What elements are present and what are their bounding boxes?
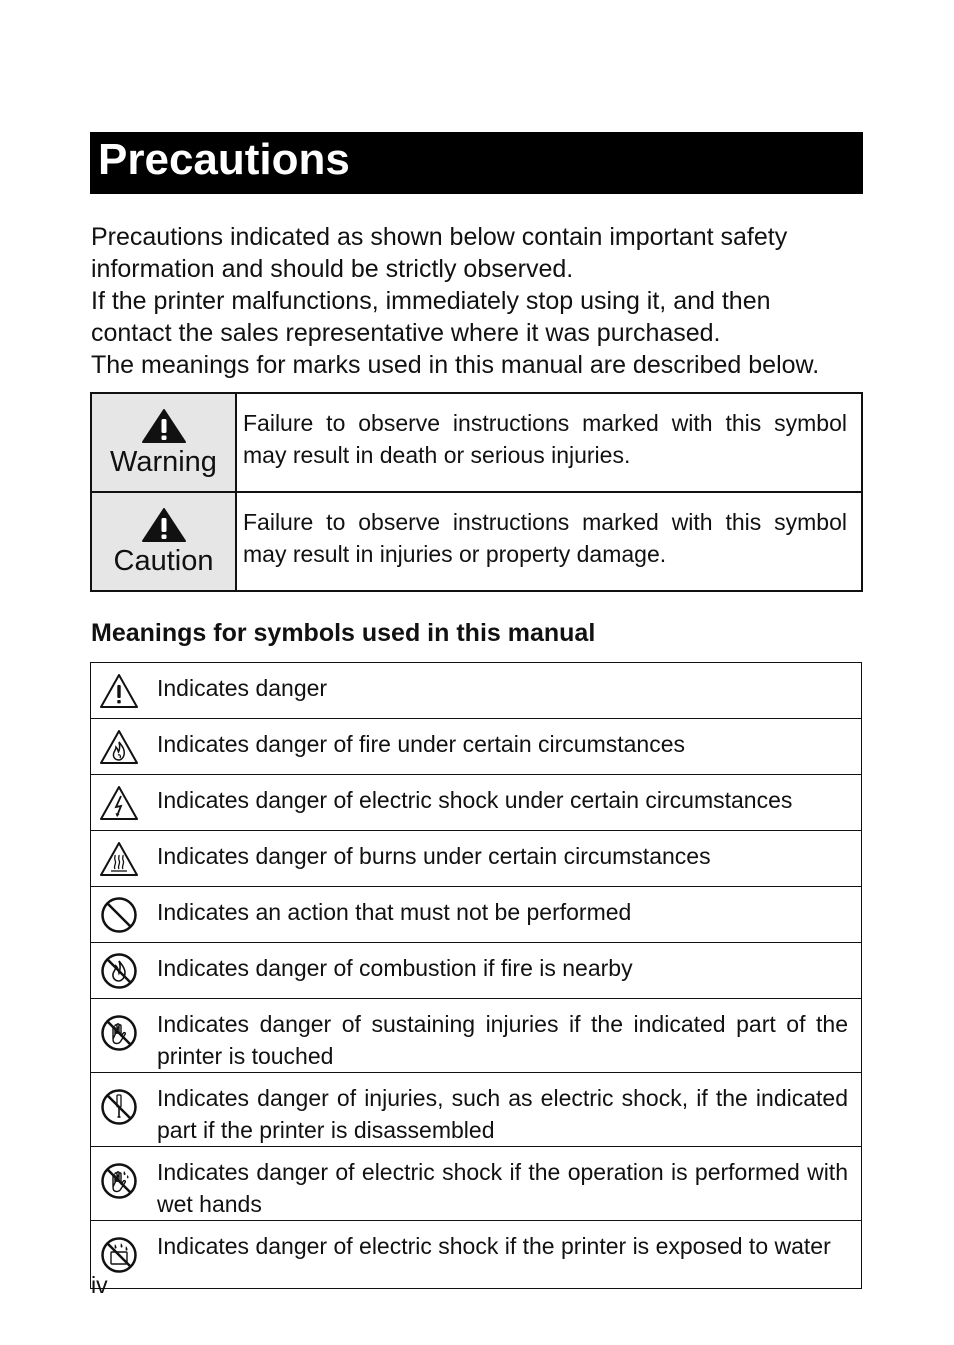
- do-not-disassemble-icon: [99, 1087, 139, 1127]
- warning-label: Warning: [110, 445, 217, 478]
- symbol-description: Indicates danger of electric shock under certain circumstances: [147, 775, 862, 831]
- symbols-heading: Meanings for symbols used in this manual: [91, 619, 596, 647]
- symbol-description: Indicates danger of fire under certain circumstances: [147, 719, 862, 775]
- warning-label-cell: [91, 393, 236, 492]
- table-row: [91, 831, 862, 887]
- table-row: [91, 719, 862, 775]
- caution-label: Caution: [113, 544, 214, 577]
- symbol-description: Indicates danger of electric shock if the printer is exposed to water: [147, 1221, 862, 1289]
- table-row: [91, 887, 862, 943]
- page-title: Precautions: [98, 135, 350, 184]
- symbol-description: Indicates danger of injuries, such as electric shock, if the indicated part if the printer is disassembled: [147, 1073, 862, 1147]
- warning-triangle-icon: [141, 408, 187, 444]
- warning-row: [91, 393, 862, 492]
- symbol-description: Indicates danger of combustion if fire is nearby: [147, 943, 862, 999]
- no-fire-icon: [99, 951, 139, 991]
- intro-line: If the printer malfunctions, immediately stop using it, and then: [91, 287, 771, 315]
- page-number: iv: [91, 1272, 108, 1298]
- do-not-touch-icon: [99, 1013, 139, 1053]
- intro-line: Precautions indicated as shown below contain important safety: [91, 223, 788, 251]
- caution-label-cell: [91, 492, 236, 591]
- caution-row: [91, 492, 862, 591]
- title-bar: [90, 132, 863, 194]
- table-row: [91, 775, 862, 831]
- table-row: [91, 1221, 862, 1289]
- table-row: [91, 943, 862, 999]
- symbol-description: Indicates danger of electric shock if the operation is performed with wet hands: [147, 1147, 862, 1221]
- symbol-description: Indicates an action that must not be performed: [147, 887, 862, 943]
- symbol-description: Indicates danger of sustaining injuries if the indicated part of the printer is touched: [147, 999, 862, 1073]
- intro-line: The meanings for marks used in this manual are described below.: [91, 351, 820, 379]
- danger-triangle-icon: [98, 672, 140, 710]
- table-row: [91, 999, 862, 1073]
- electric-shock-triangle-icon: [98, 784, 140, 822]
- symbols-table: [90, 662, 862, 1289]
- warning-description: Failure to observe instructions marked with this symbol may result in death or serious injuries.: [236, 393, 862, 492]
- caution-triangle-icon: [141, 507, 187, 543]
- fire-triangle-icon: [98, 728, 140, 766]
- burn-triangle-icon: [98, 840, 140, 878]
- hazard-levels-table: [90, 392, 863, 592]
- symbol-description: Indicates danger of burns under certain circumstances: [147, 831, 862, 887]
- intro-line: contact the sales representative where it was purchased.: [91, 319, 721, 347]
- prohibited-icon: [99, 895, 139, 935]
- symbol-description: Indicates danger: [147, 663, 862, 719]
- intro-line: information and should be strictly observed.: [91, 255, 574, 283]
- table-row: [91, 1073, 862, 1147]
- no-water-icon: [99, 1235, 139, 1275]
- caution-description: Failure to observe instructions marked with this symbol may result in injuries or property damage.: [236, 492, 862, 591]
- intro-text: [91, 221, 866, 381]
- table-row: [91, 1147, 862, 1221]
- no-wet-hands-icon: [99, 1161, 139, 1201]
- table-row: [91, 663, 862, 719]
